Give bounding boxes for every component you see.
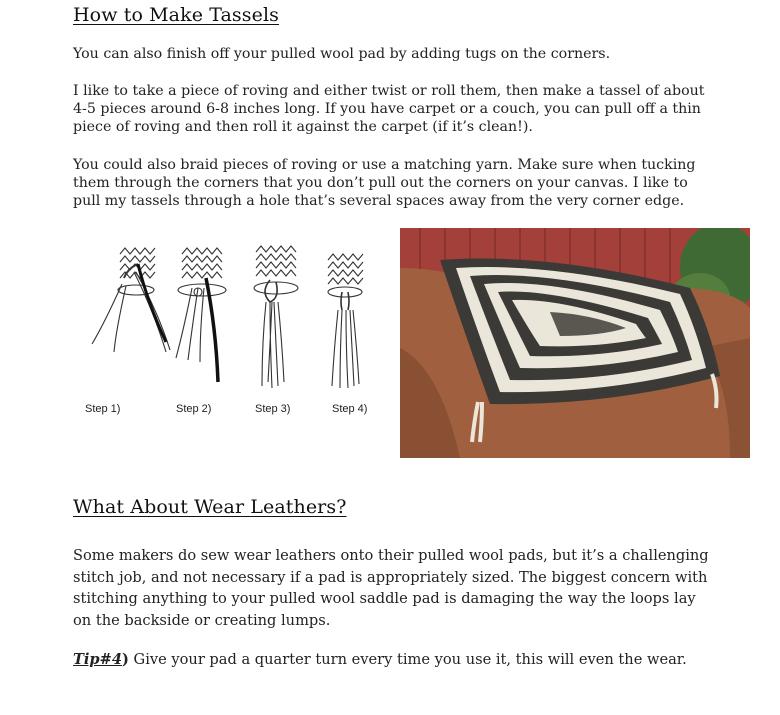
paragraph: You could also braid pieces of roving or use a matching yarn. Make sure when tucking them through the corners that you don’t pull out the corners on your canvas. I like to pull my tassels through a hole that’s several spaces away from the very corner edge. xyxy=(73,157,696,209)
paragraph: Some makers do sew wear leathers onto their pulled wool pads, but it’s a challenging stitch job, and not necessary if a pad is appropriately sized. The biggest concern with stitching anything to your pulled wool saddle pad is damaging the way the loops lay on the backside or creating lumps. xyxy=(73,547,709,629)
tassel-steps-diagram xyxy=(80,232,380,432)
section-heading-wear-leathers: What About Wear Leathers? xyxy=(73,496,347,518)
paragraph: I like to take a piece of roving and either twist or roll them, then make a tassel of about 4-5 pieces around 6-8 inches long. If you have carpet or a couch, you can pull off a thin piece of roving and then roll it against the carpet (if it’s clean!). xyxy=(73,83,705,135)
tip-label: Tip#4 xyxy=(73,651,122,668)
tip-paragraph xyxy=(73,651,733,669)
step3-canvas-icon xyxy=(254,246,298,388)
paragraph: You can also finish off your pulled wool pad by adding tugs on the corners. xyxy=(73,46,611,62)
step4-canvas-icon xyxy=(328,254,363,388)
section-heading-tassels: How to Make Tassels xyxy=(73,4,280,26)
horse-saddle-pad-photo xyxy=(400,228,750,458)
step-label: Step 3) xyxy=(255,403,291,415)
step2-canvas-icon xyxy=(176,248,226,382)
step-label: Step 2) xyxy=(176,403,212,415)
step1-canvas-icon xyxy=(92,248,170,352)
step-label: Step 4) xyxy=(332,403,368,415)
tip-paren: ) xyxy=(122,651,129,668)
step-label: Step 1) xyxy=(85,403,121,415)
tip-text: Give your pad a quarter turn every time you use it, this will even the wear. xyxy=(128,651,687,668)
